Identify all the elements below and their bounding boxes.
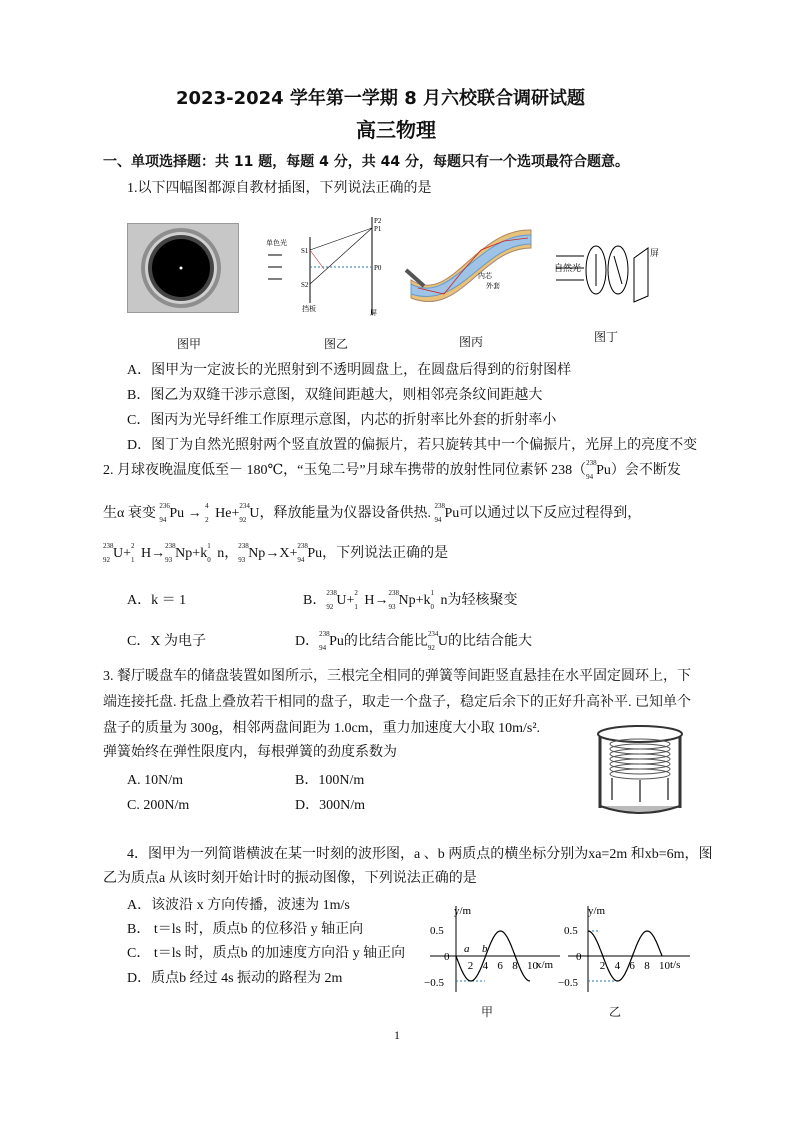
label-mono-light: 单色光 [266, 239, 287, 247]
x-tick-label: 10 [659, 960, 670, 972]
q1-option-c: C．图丙为光导纤维工作原理示意图，内芯的折射率比外套的折射率小 [127, 413, 557, 428]
figure-bing-fiber [406, 218, 536, 308]
caption-bing: 图丙 [459, 335, 484, 349]
label-p2: P2 [374, 217, 382, 225]
question-3-line4: 弹簧始终在弹性限度内，每根弹簧的劲度系数为 [103, 745, 397, 760]
plate-warmer-figure [592, 722, 688, 822]
q1-option-b: B．图乙为双缝干涉示意图，双缝间距越大，则相邻亮条纹间距越大 [127, 388, 543, 403]
jia-ytick: 0 [444, 951, 450, 963]
q1-option-a: A．图甲为一定波长的光照射到不透明圆盘上，在圆盘后得到的衍射图样 [127, 363, 572, 378]
exam-title: 2023-2024 学年第一学期 8 月六校联合调研试题 [176, 88, 585, 109]
q1-option-d: D．图丁为自然光照射两个竖直放置的偏振片，若只旋转其中一个偏振片，光屏上的亮度不变 [127, 438, 698, 453]
question-4-line2: 乙为质点a 从该时刻开始计时的振动图像，下列说法正确的是 [103, 871, 477, 886]
wave-graph-jia [410, 900, 560, 995]
q2-option-b: B． 238 92 U+ 2 1 H→ 238 93 Np+k 1 0 n为轻核聚变 [303, 589, 518, 611]
q4-option-b: B． t＝ls 时，质点b 的位移沿 y 轴正向 [127, 922, 364, 937]
graph-caption-jia: 甲 [481, 1005, 494, 1019]
jia-ytick: 0.5 [430, 925, 444, 937]
x-tick-label: 6 [629, 960, 635, 972]
question-3-line1: 3. 餐厅暖盘车的储盘装置如图所示，三根完全相同的弹簧等间距竖直悬挂在水平固定圆环上，下 [103, 669, 691, 684]
x-tick-label: 2 [467, 960, 474, 972]
x-tick-label: 8 [644, 960, 650, 972]
x-tick-label: 10 [527, 960, 538, 972]
q4-option-a: A．该波沿 x 方向传播，波速为 1m/s [127, 898, 350, 913]
page-number: 1 [394, 1028, 400, 1042]
caption-ding: 图丁 [594, 330, 619, 344]
yi-ytick: −0.5 [558, 977, 578, 989]
q4-option-d: D．质点b 经过 4s 振动的路程为 2m [127, 971, 343, 986]
q3-option-c: C. 200N/m [127, 798, 190, 813]
q3-option-d: D．300N/m [295, 798, 365, 813]
yi-xlabel: t/s [670, 959, 681, 971]
question-4-line1: 4．图甲为一列简谐横波在某一时刻的波形图，a 、b 两质点的横坐标分别为xa=2m 和xb=6m，图 [127, 847, 713, 862]
yi-ytick: 0.5 [564, 925, 578, 937]
figure-yi-double-slit [262, 215, 392, 317]
point-b-label: b [482, 943, 488, 955]
x-tick-label: 4 [614, 960, 621, 972]
question-2-line1 [103, 459, 681, 481]
caption-jia: 图甲 [177, 337, 202, 351]
label-s1: S1 [301, 247, 309, 255]
q4-option-c: C． t＝ls 时，质点b 的加速度方向沿 y 轴正向 [127, 946, 406, 961]
q2-text-1: 2. 月球夜晚温度低至－ 180℃，“玉兔二号”月球车携带的放射性同位素钚 238（ [103, 463, 587, 478]
question-1-stem: 1.以下四幅图都源自教材插图，下列说法正确的是 [127, 181, 432, 196]
question-3-line3: 盘子的质量为 300g，相邻两盘间距为 1.0cm，重力加速度大小取 10m/s². [103, 721, 541, 736]
caption-yi: 图乙 [324, 337, 349, 351]
label-screen: 屏 [370, 309, 377, 317]
q3-option-b: B．100N/m [295, 773, 365, 788]
figure-jia-diffraction [127, 223, 239, 313]
yi-ylabel: y/m [588, 905, 606, 917]
label-cladding: 外套 [486, 282, 500, 290]
x-tick-label: 6 [497, 960, 503, 972]
q2-option-a: A．k ＝ 1 [127, 593, 187, 608]
label-natural-light: 自然光 [554, 263, 582, 273]
q2-option-c: C．X 为电子 [127, 634, 206, 649]
label-p0: P0 [374, 264, 382, 272]
q3-option-a: A. 10N/m [127, 773, 183, 788]
question-2-line3: 238 92 U+ 2 1 H→ 238 93 Np+k 1 0 n， 238 93 Np→X+ 238 94 Pu，下列说法正确的是 [103, 542, 449, 564]
q2-option-d: D． 238 94 Pu的比结合能比 234 92 U的比结合能大 [295, 630, 533, 652]
label-p1: P1 [374, 225, 382, 233]
subject-title: 高三物理 [356, 118, 436, 142]
question-2-line2: 生α 衰变 236 94 Pu → 4 2 He+ 234 92 U，释放能量为仪器设备供热. 238 94 Pu可以通过以下反应过程得到， [103, 502, 642, 524]
jia-xlabel: x/m [536, 959, 554, 971]
plate-stack-icon [592, 722, 688, 822]
x-tick-label: 4 [482, 960, 489, 972]
label-core: 内芯 [478, 272, 492, 280]
pu238-symbol: 238 94 Pu [586, 459, 611, 481]
label-baffle: 挡板 [302, 305, 316, 313]
x-tick-label: 8 [512, 960, 518, 972]
figure-ding-polarizers [552, 240, 664, 306]
label-screen-ding: 屏 [650, 248, 660, 258]
question-3-line2: 端连接托盘. 托盘上叠放若干相同的盘子，取走一个盘子，稳定后余下的正好升高补平. 已知单个 [103, 695, 691, 710]
diffraction-pattern-icon [128, 224, 238, 312]
jia-ytick: −0.5 [424, 977, 444, 989]
vibration-graph-yi [560, 900, 690, 995]
label-s2: S2 [301, 281, 309, 289]
point-a-label: a [464, 943, 470, 955]
jia-ylabel: y/m [454, 905, 472, 917]
yi-ytick: 0 [576, 951, 582, 963]
x-tick-label: 2 [599, 960, 606, 972]
graph-caption-yi: 乙 [609, 1005, 622, 1019]
section-heading: 一、单项选择题：共 11 题，每题 4 分，共 44 分，每题只有一个选项最符合题意。 [103, 154, 629, 170]
q2-text-2: ）会不断发 [610, 463, 681, 478]
